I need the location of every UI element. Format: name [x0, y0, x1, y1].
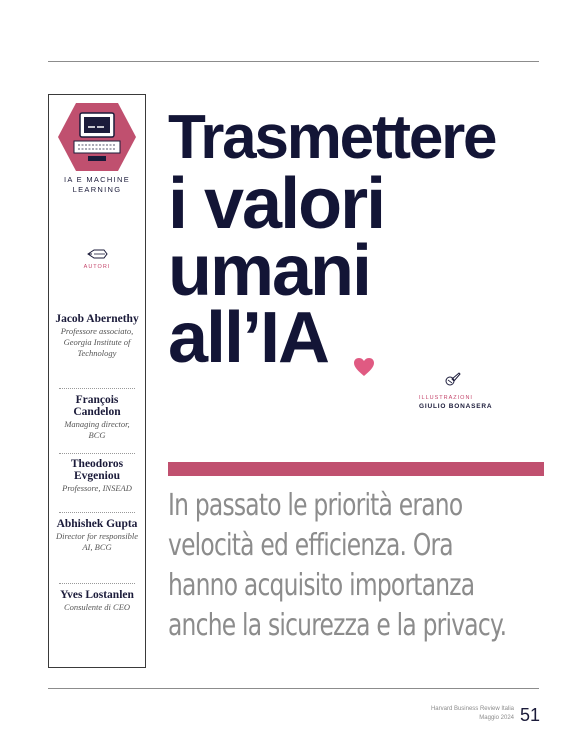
- publication-name: Harvard Business Review Italia: [430, 706, 514, 712]
- author-separator: [59, 453, 135, 454]
- footer-publication: [380, 705, 514, 723]
- standfirst-line: hanno acquisito importanza: [168, 568, 475, 603]
- illustrator-name: GIULIO BONASERA: [419, 403, 493, 410]
- author-name: Yves Lostanlen: [60, 589, 134, 601]
- author-name: Theodoros Evgeniou: [70, 458, 124, 482]
- author-entry: [55, 589, 139, 613]
- article-headline: [168, 103, 496, 378]
- author-name: Jacob Abernethy: [55, 313, 139, 325]
- headline-line: umani: [168, 231, 371, 311]
- author-sidebar: [48, 94, 146, 668]
- author-entry: [55, 458, 139, 494]
- author-separator: [59, 512, 135, 513]
- heart-icon: [353, 357, 375, 377]
- author-name: François Candelon: [73, 394, 121, 418]
- author-role: Director for responsible AI, BCG: [55, 531, 138, 552]
- headline-line: all’IA: [168, 298, 329, 378]
- top-rule: [48, 61, 539, 62]
- author-entry: [55, 518, 139, 553]
- illustrations-label: ILLUSTRAZIONI: [419, 395, 473, 401]
- computer-badge-icon: [58, 103, 136, 171]
- standfirst-line: anche la sicurezza e la privacy.: [168, 608, 507, 643]
- author-name: Abhishek Gupta: [56, 518, 138, 530]
- accent-bar: [168, 462, 544, 476]
- page-number: 51: [520, 705, 541, 725]
- authors-label: AUTORI: [83, 264, 111, 270]
- standfirst: [168, 486, 550, 646]
- bottom-rule: [48, 688, 539, 689]
- author-entry: [55, 394, 139, 441]
- brush-icon: [445, 372, 461, 386]
- headline-line: Trasmettere: [168, 103, 496, 172]
- author-separator: [59, 388, 135, 389]
- headline-line: i valori: [168, 164, 385, 244]
- author-entry: [55, 313, 139, 359]
- author-role: Consulente di CEO: [63, 602, 131, 612]
- author-separator: [59, 583, 135, 584]
- standfirst-line: velocità ed efficienza. Ora: [168, 528, 453, 563]
- standfirst-line: In passato le priorità erano: [168, 488, 463, 523]
- author-role: Professore associato, Georgia Institute of Technology: [60, 326, 134, 358]
- publication-date: Maggio 2024: [479, 715, 514, 721]
- section-category: IA E MACHINE LEARNING: [63, 175, 131, 194]
- pen-icon: [86, 247, 108, 261]
- author-role: Managing director, BCG: [64, 419, 130, 440]
- author-role: Professore, INSEAD: [62, 483, 132, 493]
